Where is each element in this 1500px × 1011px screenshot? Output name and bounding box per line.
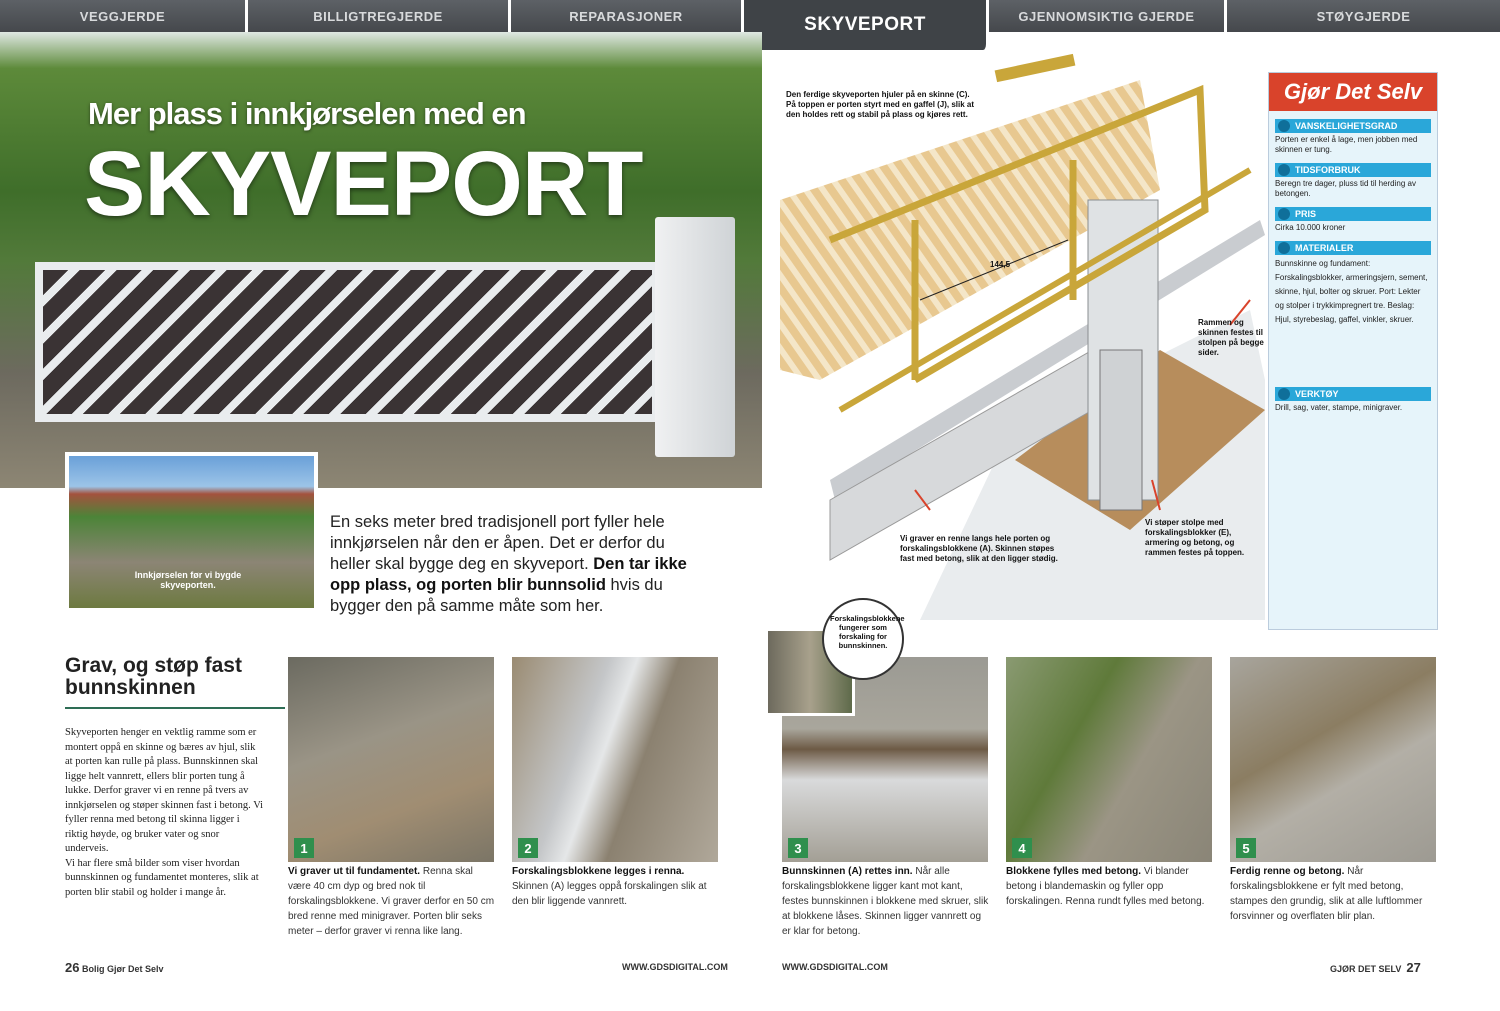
time-text: Beregn tre dager, pluss tid til herding av betongen. <box>1275 179 1416 198</box>
magazine-title: GJØR DET SELV <box>1330 964 1402 974</box>
caption-title: Blokkene fylles med betong. <box>1006 866 1142 877</box>
caption-text: Skinnen (A) legges oppå forskalingen slik at den blir liggende vannrett. <box>512 881 707 907</box>
diagram-note-side: Rammen og skinnen festes til stolpen på begge sider. <box>1198 318 1264 357</box>
materials-heading: MATERIALER <box>1275 241 1431 255</box>
page-number: 27 <box>1406 960 1421 975</box>
intro-text <box>330 512 705 617</box>
page-title: SKYVEPORT <box>84 133 643 235</box>
difficulty-heading: VANSKELIGHETSGRAD <box>1275 119 1431 133</box>
step-caption-1 <box>288 864 498 939</box>
dimension-label: 144,5 <box>990 260 1011 269</box>
caption-text: Renna skal være 40 cm dyp og bred nok til forskalingsblokkene. Vi graver derfor en 50 cm bred renne med minigraver. Porten blir seks meter – derfor graver vi renna like lang. <box>288 866 495 937</box>
diy-box-title: Gjør Det Selv <box>1269 73 1437 111</box>
tools-text: Drill, sag, vater, stampe, minigraver. <box>1275 403 1403 412</box>
tab-stoygjerde[interactable]: STØYGJERDE <box>1227 0 1500 32</box>
intro-tail: hvis du bygger den på samme måte som her. <box>330 576 663 615</box>
gate-image <box>35 262 660 422</box>
caption-title: Ferdig renne og betong. <box>1230 866 1345 877</box>
caption-title: Forskalingsblokkene legges i renna. <box>512 866 685 877</box>
construction-diagram <box>780 50 1265 620</box>
section-heading: Grav, og støp fast bunnskinnen <box>65 655 285 709</box>
footer-url-left: WWW.GDSDIGITAL.COM <box>622 962 728 972</box>
price-text: Cirka 10.000 kroner <box>1275 223 1346 232</box>
step-number: 3 <box>788 838 808 858</box>
tab-billigtregjerde[interactable]: BILLIGTREGJERDE <box>248 0 511 32</box>
magazine-title: Bolig Gjør Det Selv <box>81 964 164 974</box>
diy-info-box <box>1268 72 1438 630</box>
tools-heading: VERKTØY <box>1275 387 1431 401</box>
step-photo-4 <box>1006 657 1212 862</box>
headline-kicker: Mer plass i innkjørselen med en <box>88 96 526 131</box>
footer-left <box>65 960 164 975</box>
pillar-image <box>655 217 735 457</box>
section-nav <box>0 0 1500 35</box>
diagram-note-top: Den ferdige skyveporten hjuler på en skinne (C). På toppen er porten styrt med en gaffel (J), slik at den holdes rett og stabil på plass og kjøres rett. <box>786 90 975 119</box>
speech-bubble: Forskalingsblokkene fungerer som forskaling for bunnskinnen. <box>822 598 904 680</box>
step-number: 5 <box>1236 838 1256 858</box>
diagram-note-left: Vi graver en renne langs hele porten og forskalingsblokkene (A). Skinnen støpes fast med betong, slik at den ligger stødig. <box>900 534 1058 563</box>
caption-title: Bunnskinnen (A) rettes inn. <box>782 866 913 877</box>
step-photo-1 <box>288 657 494 862</box>
step-caption-4 <box>1006 864 1216 909</box>
tab-reparasjoner[interactable]: REPARASJONER <box>511 0 744 32</box>
step-photo-5 <box>1230 657 1436 862</box>
tab-gjennomsiktig-gjerde[interactable]: GJENNOMSIKTIG GJERDE <box>989 0 1227 32</box>
body-text: Skyveporten henger en vektlig ramme som er montert oppå en skinne og bæres av hjul, slik at porten kan rulle på plass. Bunnskinnen skal ligge helt vannrett, ellers blir porten tung å lukke. Derfor graver vi en renne på tvers av innkjørselen og støper skinnen fast i betong. Vi fyller renna med betong til skinna ligger i riktig høyde, og bruker vater og snor underveis. Vi har flere små bilder som viser hvordan bunnskinnen og fundamentet monteres, slik at porten blir stabil og holder i mange år. <box>65 727 264 898</box>
step-photo-2 <box>512 657 718 862</box>
caption-text: Når forskalingsblokkene er fylt med betong, stampes den grundig, slik at alle luftlommer forsvinner og overflaten blir plan. <box>1230 866 1423 922</box>
diagram-note-right: Vi støper stolpe med forskalingsblokker (E), armering og betong, og rammen festes på toppen. <box>1145 518 1245 557</box>
caption-text: Når alle forskalingsblokkene ligger kant mot kant, festes bunnskinnen i blokkene med skruer, slik at blokkene låses. Skinnen ligger vannrett og er klar for betong. <box>782 866 989 937</box>
step-number: 4 <box>1012 838 1032 858</box>
intro-bold: Den tar ikke opp plass, og porten blir bunnsolid <box>330 555 687 594</box>
materials-text: Bunnskinne og fundament: Forskalingsblokker, armeringsjern, sement, skinne, hjul, bolter og skruer. Port: Lekter og stolper i trykkimpregnert tre. Beslag: Hjul, styrebeslag, gaffel, vinkler, skruer. <box>1275 259 1428 324</box>
step-caption-2 <box>512 864 722 909</box>
before-photo-caption: Innkjørselen før vi bygde skyveporten. <box>134 570 242 590</box>
footer-url-right: WWW.GDSDIGITAL.COM <box>782 962 888 972</box>
footer-right <box>1330 960 1421 975</box>
intro-lead: En seks meter bred tradisjonell port fyller hele innkjørselen når den er åpen. Det er derfor du heller skal bygge deg en skyveport. <box>330 513 665 573</box>
time-heading: TIDSFORBRUK <box>1275 163 1431 177</box>
step-number: 1 <box>294 838 314 858</box>
caption-title: Vi graver ut til fundamentet. <box>288 866 421 877</box>
step-caption-3 <box>782 864 992 939</box>
tab-veggjerde[interactable]: VEGGJERDE <box>0 0 248 32</box>
tab-skyveport[interactable]: SKYVEPORT <box>744 0 989 50</box>
step-number: 2 <box>518 838 538 858</box>
difficulty-text: Porten er enkel å lage, men jobben med skinnen er tung. <box>1275 135 1418 154</box>
caption-text: Vi blander betong i blandemaskin og fyller opp forskalingen. Renna rundt fylles med betong. <box>1006 866 1205 907</box>
step-caption-5 <box>1230 864 1440 924</box>
page-number: 26 <box>65 960 80 975</box>
price-heading: PRIS <box>1275 207 1431 221</box>
